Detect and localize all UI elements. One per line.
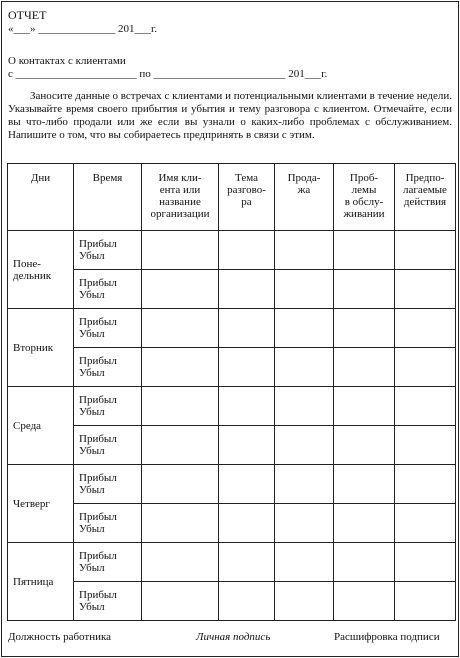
day-cell: Пятница — [8, 543, 74, 621]
topic-entry-cell[interactable] — [219, 543, 275, 582]
topic-entry-cell[interactable] — [219, 270, 275, 309]
topic-entry-cell[interactable] — [219, 348, 275, 387]
signature-transcript-label: Расшифровка подписи — [334, 631, 440, 643]
topic-entry-cell[interactable] — [219, 231, 275, 270]
client-entry-cell[interactable] — [142, 504, 219, 543]
header-problems: Проб- лемы в обслу- живании — [334, 164, 395, 231]
sale-entry-cell[interactable] — [275, 231, 334, 270]
day-cell: Вторник — [8, 309, 74, 387]
client-entry-cell[interactable] — [142, 231, 219, 270]
client-entry-cell[interactable] — [142, 426, 219, 465]
topic-entry-cell[interactable] — [219, 465, 275, 504]
problems-entry-cell[interactable] — [334, 387, 395, 426]
sale-entry-cell[interactable] — [275, 465, 334, 504]
problems-entry-cell[interactable] — [334, 543, 395, 582]
problems-entry-cell[interactable] — [334, 309, 395, 348]
problems-entry-cell[interactable] — [334, 348, 395, 387]
actions-entry-cell[interactable] — [395, 465, 456, 504]
time-cell: Прибыл Убыл — [74, 543, 142, 582]
sale-entry-cell[interactable] — [275, 348, 334, 387]
problems-entry-cell[interactable] — [334, 270, 395, 309]
table-row — [8, 504, 456, 543]
actions-entry-cell[interactable] — [395, 582, 456, 621]
header-sale: Прода- жа — [275, 164, 334, 231]
report-title: ОТЧЕТ — [8, 8, 47, 22]
header-time: Время — [74, 164, 142, 231]
client-entry-cell[interactable] — [142, 270, 219, 309]
actions-entry-cell[interactable] — [395, 504, 456, 543]
client-entry-cell[interactable] — [142, 582, 219, 621]
sale-entry-cell[interactable] — [275, 543, 334, 582]
time-cell: Прибыл Убыл — [74, 426, 142, 465]
table-row — [8, 582, 456, 621]
client-entry-cell[interactable] — [142, 543, 219, 582]
header-days: Дни — [8, 164, 74, 231]
table-header-row — [8, 164, 456, 231]
actions-entry-cell[interactable] — [395, 348, 456, 387]
contacts-table — [7, 163, 456, 621]
problems-entry-cell[interactable] — [334, 465, 395, 504]
table-row — [8, 270, 456, 309]
actions-entry-cell[interactable] — [395, 270, 456, 309]
signature-position-label: Должность работника — [8, 631, 112, 643]
actions-entry-cell[interactable] — [395, 543, 456, 582]
sale-entry-cell[interactable] — [275, 582, 334, 621]
day-cell: Четверг — [8, 465, 74, 543]
header-actions: Предпо- лагаемые действия — [395, 164, 456, 231]
table-row — [8, 426, 456, 465]
topic-entry-cell[interactable] — [219, 309, 275, 348]
time-cell: Прибыл Убыл — [74, 582, 142, 621]
problems-entry-cell[interactable] — [334, 231, 395, 270]
topic-entry-cell[interactable] — [219, 504, 275, 543]
time-cell: Прибыл Убыл — [74, 387, 142, 426]
actions-entry-cell[interactable] — [395, 309, 456, 348]
sale-entry-cell[interactable] — [275, 426, 334, 465]
time-cell: Прибыл Убыл — [74, 309, 142, 348]
sale-entry-cell[interactable] — [275, 387, 334, 426]
day-cell: Среда — [8, 387, 74, 465]
time-cell: Прибыл Убыл — [74, 465, 142, 504]
time-cell: Прибыл Убыл — [74, 504, 142, 543]
time-cell: Прибыл Убыл — [74, 270, 142, 309]
topic-entry-cell[interactable] — [219, 387, 275, 426]
actions-entry-cell[interactable] — [395, 387, 456, 426]
table-row — [8, 348, 456, 387]
client-entry-cell[interactable] — [142, 309, 219, 348]
sale-entry-cell[interactable] — [275, 309, 334, 348]
problems-entry-cell[interactable] — [334, 426, 395, 465]
table-row — [8, 543, 456, 582]
report-date-line: «___» ______________ 201___г. — [8, 23, 158, 35]
header-topic: Тема разгово- ра — [219, 164, 275, 231]
actions-entry-cell[interactable] — [395, 426, 456, 465]
problems-entry-cell[interactable] — [334, 504, 395, 543]
sale-entry-cell[interactable] — [275, 504, 334, 543]
time-cell: Прибыл Убыл — [74, 231, 142, 270]
header-client: Имя кли- ента или название организации — [142, 164, 219, 231]
report-subject: О контактах с клиентами — [8, 55, 126, 67]
topic-entry-cell[interactable] — [219, 426, 275, 465]
report-instructions: Заносите данные о встречах с клиентами и потенциальными клиентами в течение недели. Указывайте время своего прибытия и убытия и тему разговора с клиентом. Отмечайте, если вы что-либо продали или же если вы узнали о каких-либо проблемах с обслуживанием. Напишите о том, что вы собираетесь предпринять в связи с этим. — [8, 90, 452, 141]
time-cell: Прибыл Убыл — [74, 348, 142, 387]
table-row — [8, 465, 456, 504]
sale-entry-cell[interactable] — [275, 270, 334, 309]
client-entry-cell[interactable] — [142, 348, 219, 387]
actions-entry-cell[interactable] — [395, 231, 456, 270]
report-period-line: с ______________________ по ________________________ 201___г. — [8, 68, 328, 80]
table-row — [8, 387, 456, 426]
topic-entry-cell[interactable] — [219, 582, 275, 621]
day-cell: Поне- дельник — [8, 231, 74, 309]
table-row — [8, 231, 456, 270]
report-form — [1, 1, 459, 657]
client-entry-cell[interactable] — [142, 465, 219, 504]
problems-entry-cell[interactable] — [334, 582, 395, 621]
client-entry-cell[interactable] — [142, 387, 219, 426]
table-row — [8, 309, 456, 348]
signature-sign-label: Личная подпись — [196, 631, 271, 643]
